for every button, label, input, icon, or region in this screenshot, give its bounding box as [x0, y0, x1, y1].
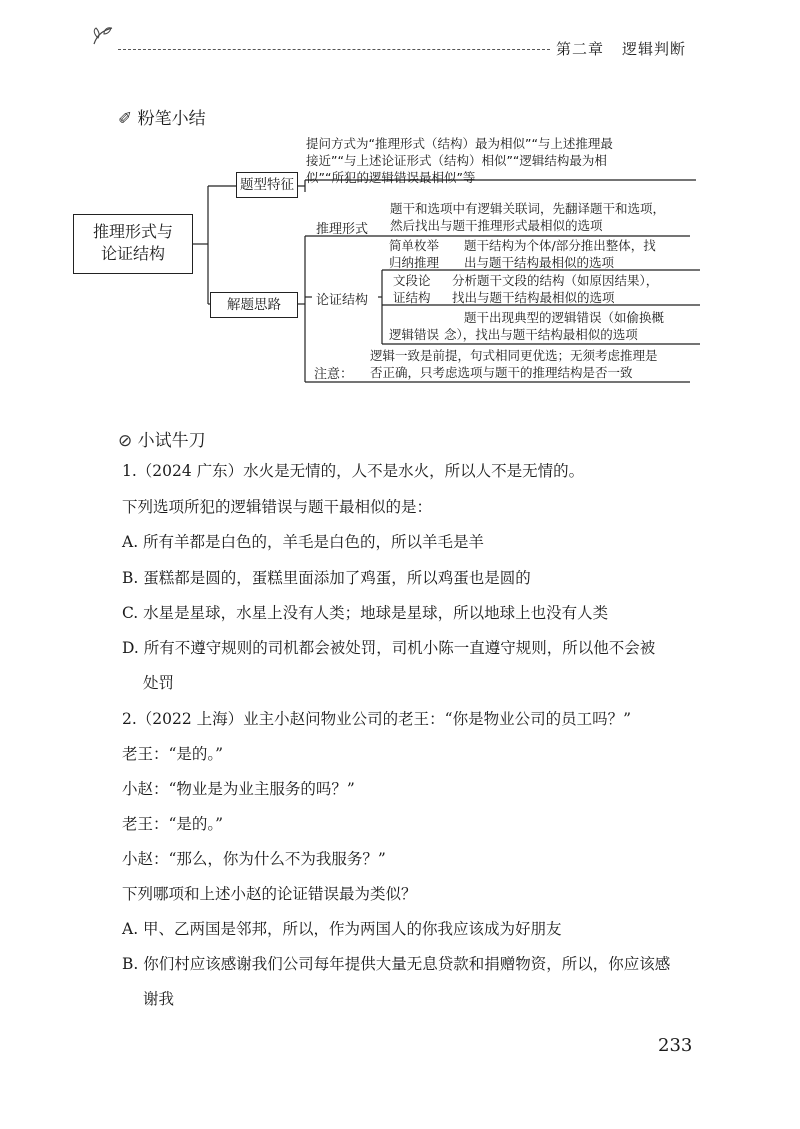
text-line: 念），找出与题干结构最相似的选项	[444, 327, 638, 342]
argument-item-label	[389, 237, 439, 271]
text-line: 证结构	[393, 290, 431, 305]
text-line: 提问方式为“推理形式（结构）最为相似”“与上述推理最	[306, 136, 613, 151]
text-line: 归纳推理	[389, 255, 440, 270]
text-line: 题干和选项中有逻辑关联词，先翻译题干和选项，	[390, 201, 666, 216]
q2-stem: 2.（2022 上海）业主小赵问物业公司的老王：“你是物业公司的员工吗？”	[122, 710, 632, 728]
q2-option-b: B. 你们村应该感谢我们公司每年提供大量无息贷款和捐赠物资，所以，你应该感	[122, 955, 671, 973]
form-text	[390, 200, 665, 234]
text-line: 似”“所犯的逻辑错误最相似”等	[306, 170, 476, 185]
chapter-label: 第二章	[556, 40, 605, 58]
q1-option-d-cont: 处罚	[143, 674, 175, 692]
text-line: 否正确，只考虑选项与题干的推理结构是否一致	[370, 365, 633, 380]
argument-item-label	[389, 309, 439, 343]
page-number: 233	[658, 1035, 693, 1056]
summary-title: 粉笔小结	[137, 109, 206, 129]
branch-question-type-label: 题型特征	[240, 177, 294, 193]
form-label: 推理形式	[316, 222, 369, 237]
text-line: 题干出现典型的逻辑错误（如偷换概	[464, 310, 665, 325]
argument-item-text	[444, 309, 665, 343]
chapter-title: 逻辑判断	[622, 40, 687, 58]
q2-option-b-cont: 谢我	[143, 990, 175, 1008]
argument-item-label	[393, 272, 431, 306]
q2-dialogue-line: 小赵：“那么，你为什么不为我服务？”	[122, 850, 386, 868]
practice-heading	[118, 426, 206, 451]
text-line: 文段论	[393, 273, 431, 288]
mindmap-root	[73, 214, 193, 274]
branch-solution	[210, 292, 298, 318]
text-line: 出与题干结构最相似的选项	[464, 255, 615, 270]
note-text	[370, 347, 658, 381]
text-line: 简单枚举	[389, 238, 440, 253]
q1-stem: 1.（2024 广东）水火是无情的，人不是水火，所以人不是无情的。	[122, 462, 585, 480]
text-line: 分析题干文段的结构（如原因结果），	[452, 273, 659, 288]
q1-option-c: C. 水星是星球，水星上没有人类；地球是星球，所以地球上也没有人类	[122, 604, 609, 622]
argument-label: 论证结构	[316, 293, 369, 308]
q2-dialogue-line: 老王：“是的。”	[122, 815, 224, 833]
practice-title: 小试牛刀	[137, 431, 206, 451]
q1-option-d: D. 所有不遵守规则的司机都会被处罚，司机小陈一直遵守规则，所以他不会被	[122, 639, 656, 657]
text-line: 逻辑错误	[389, 327, 440, 342]
argument-item-text	[464, 237, 656, 271]
text-line: 找出与题干结构最相似的选项	[452, 290, 615, 305]
text-line: 逻辑一致是前提，句式相同更优选；无须考虑推理是	[370, 348, 658, 363]
text-line	[389, 309, 439, 326]
q2-option-a: A. 甲、乙两国是邻邦，所以，作为两国人的你我应该成为好朋友	[122, 920, 562, 938]
blade-icon: ⊘	[118, 431, 133, 451]
branch-solution-label: 解题思路	[227, 297, 281, 313]
argument-item-text	[452, 272, 658, 306]
q2-prompt: 下列哪项和上述小赵的论证错误最为类似？	[122, 885, 417, 903]
q2-dialogue-line: 老王：“是的。”	[122, 745, 224, 763]
note-label: 注意：	[314, 367, 354, 382]
q1-option-a: A. 所有羊都是白色的，羊毛是白色的，所以羊毛是羊	[122, 533, 485, 551]
branch-question-type	[236, 172, 298, 198]
q2-dialogue-line: 小赵：“物业是为业主服务的吗？”	[122, 780, 355, 798]
question-type-text	[306, 135, 613, 186]
text-line: 题干结构为个体/部分推出整体，找	[464, 238, 656, 253]
text-line: 然后找出与题干推理形式最相似的选项	[390, 218, 603, 233]
q1-option-b: B. 蛋糕都是圆的，蛋糕里面添加了鸡蛋，所以鸡蛋也是圆的	[122, 569, 531, 587]
q1-prompt: 下列选项所犯的逻辑错误与题干最相似的是：	[122, 498, 433, 516]
text-line: 接近”“与上述论证形式（结构）相似”“逻辑结构最为相	[306, 153, 607, 168]
mindmap-root-label: 推理形式与论证结构	[92, 222, 173, 263]
pencil-icon: ✐	[118, 109, 133, 129]
